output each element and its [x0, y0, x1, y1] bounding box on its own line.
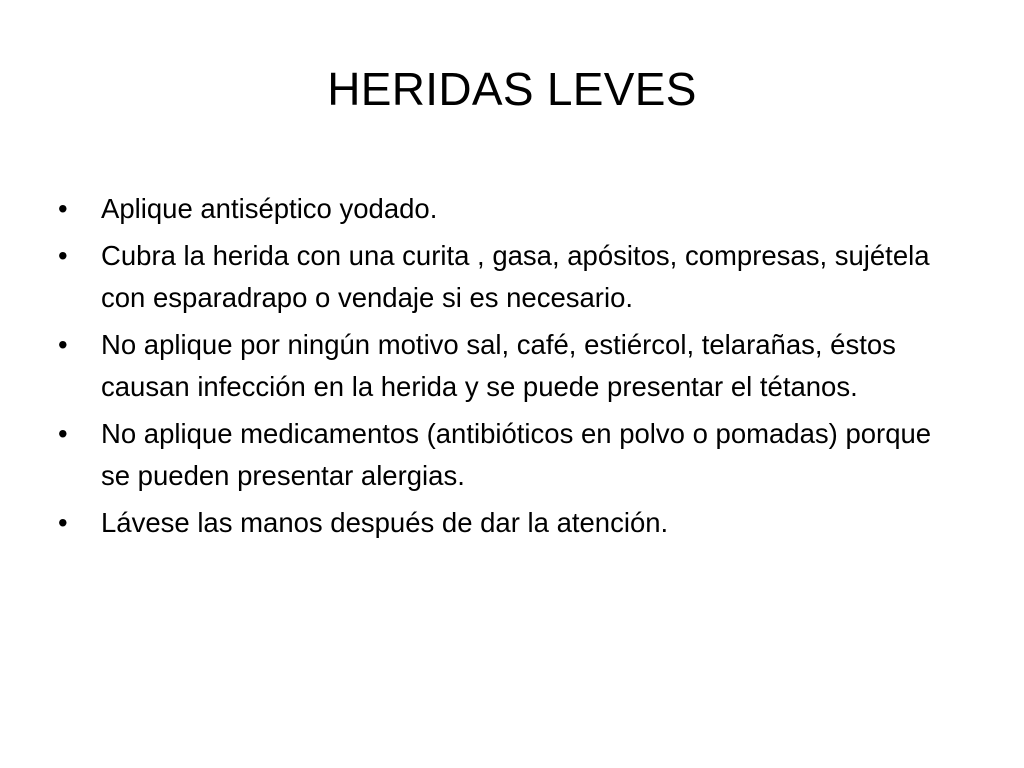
bullet-text: No aplique medicamentos (antibióticos en polvo o pomadas) porque se pueden presentar alergias.: [101, 418, 932, 491]
bullet-text: No aplique por ningún motivo sal, café, estiércol, telarañas, éstos causan infección en la herida y se puede presentar el tétanos.: [101, 329, 896, 402]
bullet-text: Lávese las manos después de dar la atención.: [101, 507, 669, 538]
bullet-item: [58, 235, 958, 319]
bullet-item: [58, 324, 958, 408]
bullet-item: [58, 502, 958, 544]
bullet-text: Cubra la herida con una curita , gasa, apósitos, compresas, sujétela con esparadrapo o vendaje si es necesario.: [101, 240, 930, 313]
bullet-marker: •: [58, 329, 68, 360]
bullet-item: [58, 188, 958, 230]
bullet-list: [58, 188, 958, 549]
bullet-marker: •: [58, 193, 68, 224]
bullet-text: Aplique antiséptico yodado.: [101, 193, 438, 224]
bullet-marker: •: [58, 418, 68, 449]
bullet-marker: •: [58, 240, 68, 271]
slide-title: HERIDAS LEVES: [327, 63, 697, 115]
bullet-marker: •: [58, 507, 68, 538]
bullet-item: [58, 413, 958, 497]
